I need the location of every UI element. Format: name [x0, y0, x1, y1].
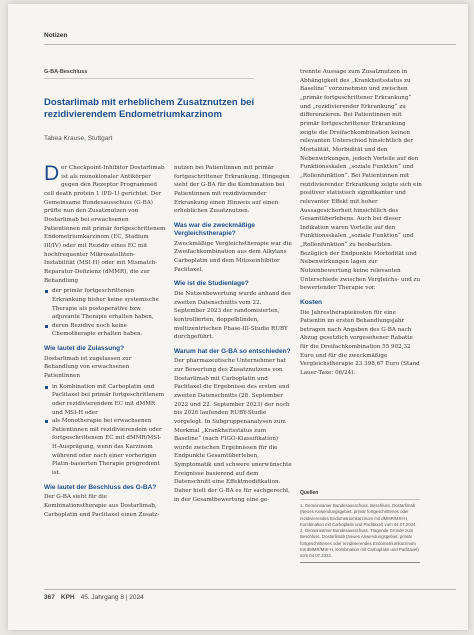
paragraph-vergleich: Zweckmäßige Vergleichstherapie war die Zweifachkombination aus dem Alkylans Carboplatin und dem Mitoseinhibitor Paclitaxel.: [174, 240, 292, 273]
section-label: Notizen: [44, 32, 68, 39]
sources-box: [300, 490, 422, 563]
treatment-list: [44, 287, 166, 339]
page-number: 367: [44, 594, 55, 601]
text-column-1: [44, 164, 166, 521]
paragraph-zulassung: Dostarlimab ist zugelassen zur Behandlung von erwachsenen Patientinnen: [44, 355, 132, 379]
source-item: 1. Gemeinsamer Bundesausschuss. Beschluss. Dostarlimab (Neues Anwendungsgebiet: primär fortgeschrittenes oder rezidivierendes Endometriumkarzinom mit dMMR/MSI-H, Kombination mit Carboplatin und Paclitaxel) vom 04.07.2024.: [300, 503, 417, 527]
paragraph-kosten: Die Jahrestherapiekosten für eine Patientin im ersten Behandlungsjahr betragen nach Angaben des G-BA nach Abzug gesetzlich vorgesehener Rabatte für die Dreifachkombination 55 902,32 Euro und für die zweckmäßige Vergleichstherapie 23 398,67 Euro (Stand Lauer-Taxe: 06/24).: [300, 309, 420, 377]
approval-list: [44, 383, 166, 478]
list-item: der primär fortgeschrittenen Erkrankung bisher keine systemische Therapie als postoperative bzw. adjuvante Therapie erhalten haben,: [44, 287, 166, 322]
text-column-3: [300, 68, 422, 380]
paragraph-beschluss: Der G-BA sieht für die Kombinationstherapie aus Dostarlimab, Carboplatin und Paclitaxel einen Zusatz-: [44, 494, 160, 518]
rubric-divider: [44, 78, 254, 79]
sources-divider: [300, 499, 420, 500]
list-item: deren Rezidive noch keine Chemotherapie erhalten haben.: [44, 322, 166, 339]
heading-zulassung: Wie lautet die Zulassung?: [44, 345, 125, 353]
rubric-label: G-BA-Beschluss: [44, 69, 88, 75]
text-column-2: [174, 164, 292, 506]
heading-warum: Warum hat der G-BA so entschieden?: [174, 347, 291, 355]
heading-kosten: Kosten: [300, 299, 323, 307]
drop-cap: D: [44, 162, 60, 185]
page-footer: [44, 594, 144, 601]
list-item: in Kombination mit Carboplatin und Paclitaxel bei primär fortgeschrittenem oder rezidivierendem EC mit dMMR und MSI-H oder: [44, 383, 166, 418]
journal-brand: KPH: [60, 594, 75, 601]
source-item: 2. Gemeinsamer Bundesausschuss. Tragende Gründe zum Beschluss. Dostarlimab (Neues Anwendungsgebiet: primär fortgeschrittenes oder rezidivierendes Endometriumkarzinom mit dMMR/MSI-H, Kombination mit Carboplatin und Paclitaxel) vom 04.07.2024.: [300, 528, 419, 558]
sources-heading: Quellen: [300, 490, 319, 496]
list-item: als Monotherapie bei erwachsenen Patientinnen mit rezidivierendem oder fortgeschrittenem EC mit dMMR/MSI-H-Ausprägung, wenn das Karzinom während oder nach einer vorherigen Platin-basierten Therapie progredient ist.: [44, 417, 166, 478]
heading-studie: Wie ist die Studienlage?: [174, 280, 249, 288]
journal-issue: 45. Jahrgang 8 | 2024: [80, 594, 144, 601]
paragraph-continued: trennte Aussage zum Zusatznutzen in Abhängigkeit des „Krankheitsstatus zu Baseline“ vorzunehmen und zwischen „primär fortgeschrittener Erkrankung“ und „rezidivierender Erkrankung“ zu differenzieren. Bei Patientinnen mit primär fortgeschrittener Erkrankung zeigte die Dreifachkombination keinen relevanten Unterschied hinsichtlich der Mortalität, Morbidität und den Nebenwirkungen, jedoch Vorteile auf den Funktionsskalen „soziale Funktion“ und „Rollenfunktion“. Bei Patientinnen mit rezidivierender Erkrankung zeigte sich ein positiver statistisch signifikanter und relevanter Effekt mit hoher Aussagesicherheit hinsichtlich des Gesamtüberlebens. Auch bei dieser Indikation waren Vorteile auf den Funktionsskalen „soziale Funktion“ und „Rollenfunktion“ zu beobachten. Bezüglich der Endpunkte Morbidität und Nebenwirkungen lagen zur Nutzenbewertung keine relevanten Unterschiede zwischen Vergleichs- und zu bewertender Therapie vor.: [300, 69, 422, 292]
heading-beschluss: Wie lautet der Beschluss des G-BA?: [44, 483, 157, 491]
section-divider: [44, 44, 456, 45]
heading-vergleich: Was war die zweckmäßige Vergleichstherapie?: [174, 221, 256, 238]
footer-divider: [44, 589, 456, 590]
magazine-page: [8, 4, 468, 630]
article-author: Tabea Krause, Stuttgart: [44, 135, 113, 142]
paragraph-warum: Der pharmazeutische Unternehmer hat zur Bewertung des Zusatznutzens von Dostarlimab mit Carboplatin und Paclitaxel die Ergebnisse des ersten und zweiten Datenschnitts (28. September 2022 und 22. September 2023) der noch bis 2026 laufenden RUBY-Studie vorgelegt. In Subgruppenanalysen zum Merkmal „Krankheitsstatus zum Baseline“ (nach FIGO-Klassifikation) wurde zwischen Ergebnissen für die Endpunkte Gesamtüberleben, Symptomatik und schwere unerwünschte Ereignisse basierend auf dem Datenschnitt eine Effektmodifikation. Daher hielt der G-BA es für sachgerecht, in der Gesamtbewertung eine ge-: [174, 358, 292, 503]
paragraph-studie: Die Nutzenbewertung wurde anhand des zweiten Datenschnitts vom 22. September 2023 der randomisierten, kontrollierten, doppelblinden, multizentrischen Phase-III-Studie RUBY durchgeführt.: [174, 290, 291, 341]
intro-paragraph: Der Checkpoint-Inhibitor Dostarlimab ist als monoklonaler Antikörper gegen den Rezeptor Programmed cell death protein 1 (PD-1) gerichtet. Der Gemeinsame Bundesausschuss (G-BA) prüfte nun den Zusatznutzen von Dostarlimab bei erwachsenen Patientinnen mit primär fortgeschrittenem Endometriumkarzinom (EC, Stadium III/IV) oder mit Rezidiv eines EC mit hochfrequenter Mikrosatelliten-Instabilität (MSI-H) oder mit Mismatch-Reparatur-Defizienz (dMMR), die zur Behandlung: [44, 162, 166, 284]
sources-end-rule: [300, 562, 420, 563]
paragraph-intro-cont: nutzen bei Patientinnen mit primär fortgeschrittener Erkrankung. Hingegen sieht der G-BA für die Kombination bei Patientinnen mit rezidivierender Erkrankung einen Hinweis auf einen erheblichen Zusatznutzen.: [174, 165, 290, 215]
article-headline: Dostarlimab mit erheblichem Zusatznutzen bei rezidivierendem Endometriumkarzinom: [44, 97, 255, 120]
